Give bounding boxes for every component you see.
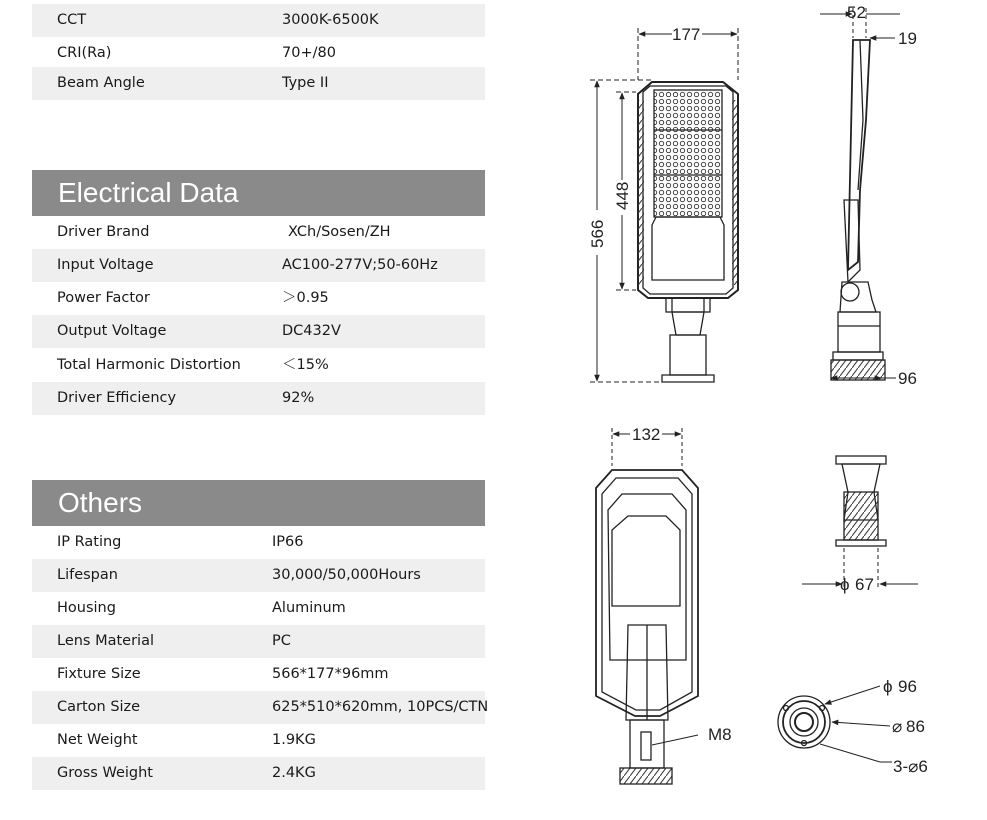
spec-value: 566*177*96mm	[272, 666, 389, 682]
spec-value: PC	[272, 633, 291, 649]
dim-bracket-phi: ϕ	[840, 575, 850, 594]
spec-label: Housing	[57, 600, 116, 616]
spec-value: IP66	[272, 534, 304, 550]
spec-label: IP Rating	[57, 534, 122, 550]
dim-mount-outer: 96	[898, 677, 917, 696]
spec-label: Lens Material	[57, 633, 155, 649]
spec-label: CRI(Ra)	[57, 45, 112, 61]
dim-rear-width: 132	[632, 425, 661, 444]
front-view	[638, 82, 738, 382]
spec-value: XCh/Sosen/ZH	[288, 224, 391, 240]
spec-value: Type II	[282, 75, 329, 91]
spec-label: Gross Weight	[57, 765, 153, 781]
rear-view	[596, 470, 698, 784]
bracket-view	[836, 456, 886, 546]
dim-side-depth: 19	[898, 29, 917, 48]
spec-label: Driver Efficiency	[57, 390, 177, 406]
spec-label: Fixture Size	[57, 666, 141, 682]
spec-value: ＞0.95	[282, 290, 329, 306]
dim-mount-inner: 86	[906, 717, 925, 736]
spec-label: Power Factor	[57, 290, 150, 306]
spec-value: 92%	[282, 390, 315, 406]
spec-value: DC432V	[282, 323, 341, 339]
section-title: Others	[58, 487, 143, 518]
spec-label: Input Voltage	[57, 257, 154, 273]
spec-value: 1.9KG	[272, 732, 316, 748]
mount-dimensions	[820, 686, 892, 762]
spec-label: Beam Angle	[57, 75, 145, 91]
spec-value: 70+/80	[282, 45, 336, 61]
spec-value: 625*510*620mm, 10PCS/CTN	[272, 699, 489, 715]
spec-value: Aluminum	[272, 600, 346, 616]
spec-value: 3000K-6500K	[282, 12, 379, 28]
dim-side-base: 96	[898, 369, 917, 388]
dim-front-height: 566	[588, 219, 607, 248]
spec-label: CCT	[57, 12, 87, 28]
section-title: Electrical Data	[58, 177, 239, 208]
spec-value: 30,000/50,000Hours	[272, 567, 421, 583]
spec-label: Driver Brand	[57, 224, 150, 240]
rear-dimensions	[612, 428, 698, 745]
spec-label: Total Harmonic Distortion	[57, 357, 241, 373]
label-bolt: M8	[708, 725, 732, 744]
spec-label: Output Voltage	[57, 323, 167, 339]
dim-side-width: 52	[847, 3, 866, 22]
dim-panel-height: 448	[613, 181, 632, 210]
dim-bracket-diameter: 67	[855, 575, 874, 594]
spec-value: ＜15%	[282, 357, 329, 373]
dim-mount-phi-inner: ⌀	[892, 717, 903, 736]
dim-mount-holes: 3-⌀6	[893, 757, 928, 776]
dim-mount-phi: ϕ	[883, 677, 893, 696]
side-view	[831, 40, 885, 380]
spec-label: Carton Size	[57, 699, 141, 715]
mount-top-view	[778, 696, 830, 748]
spec-value: AC100-277V;50-60Hz	[282, 257, 438, 273]
dim-front-width: 177	[672, 25, 701, 44]
spec-label: Lifespan	[57, 567, 118, 583]
spec-value: 2.4KG	[272, 765, 316, 781]
spec-label: Net Weight	[57, 732, 138, 748]
